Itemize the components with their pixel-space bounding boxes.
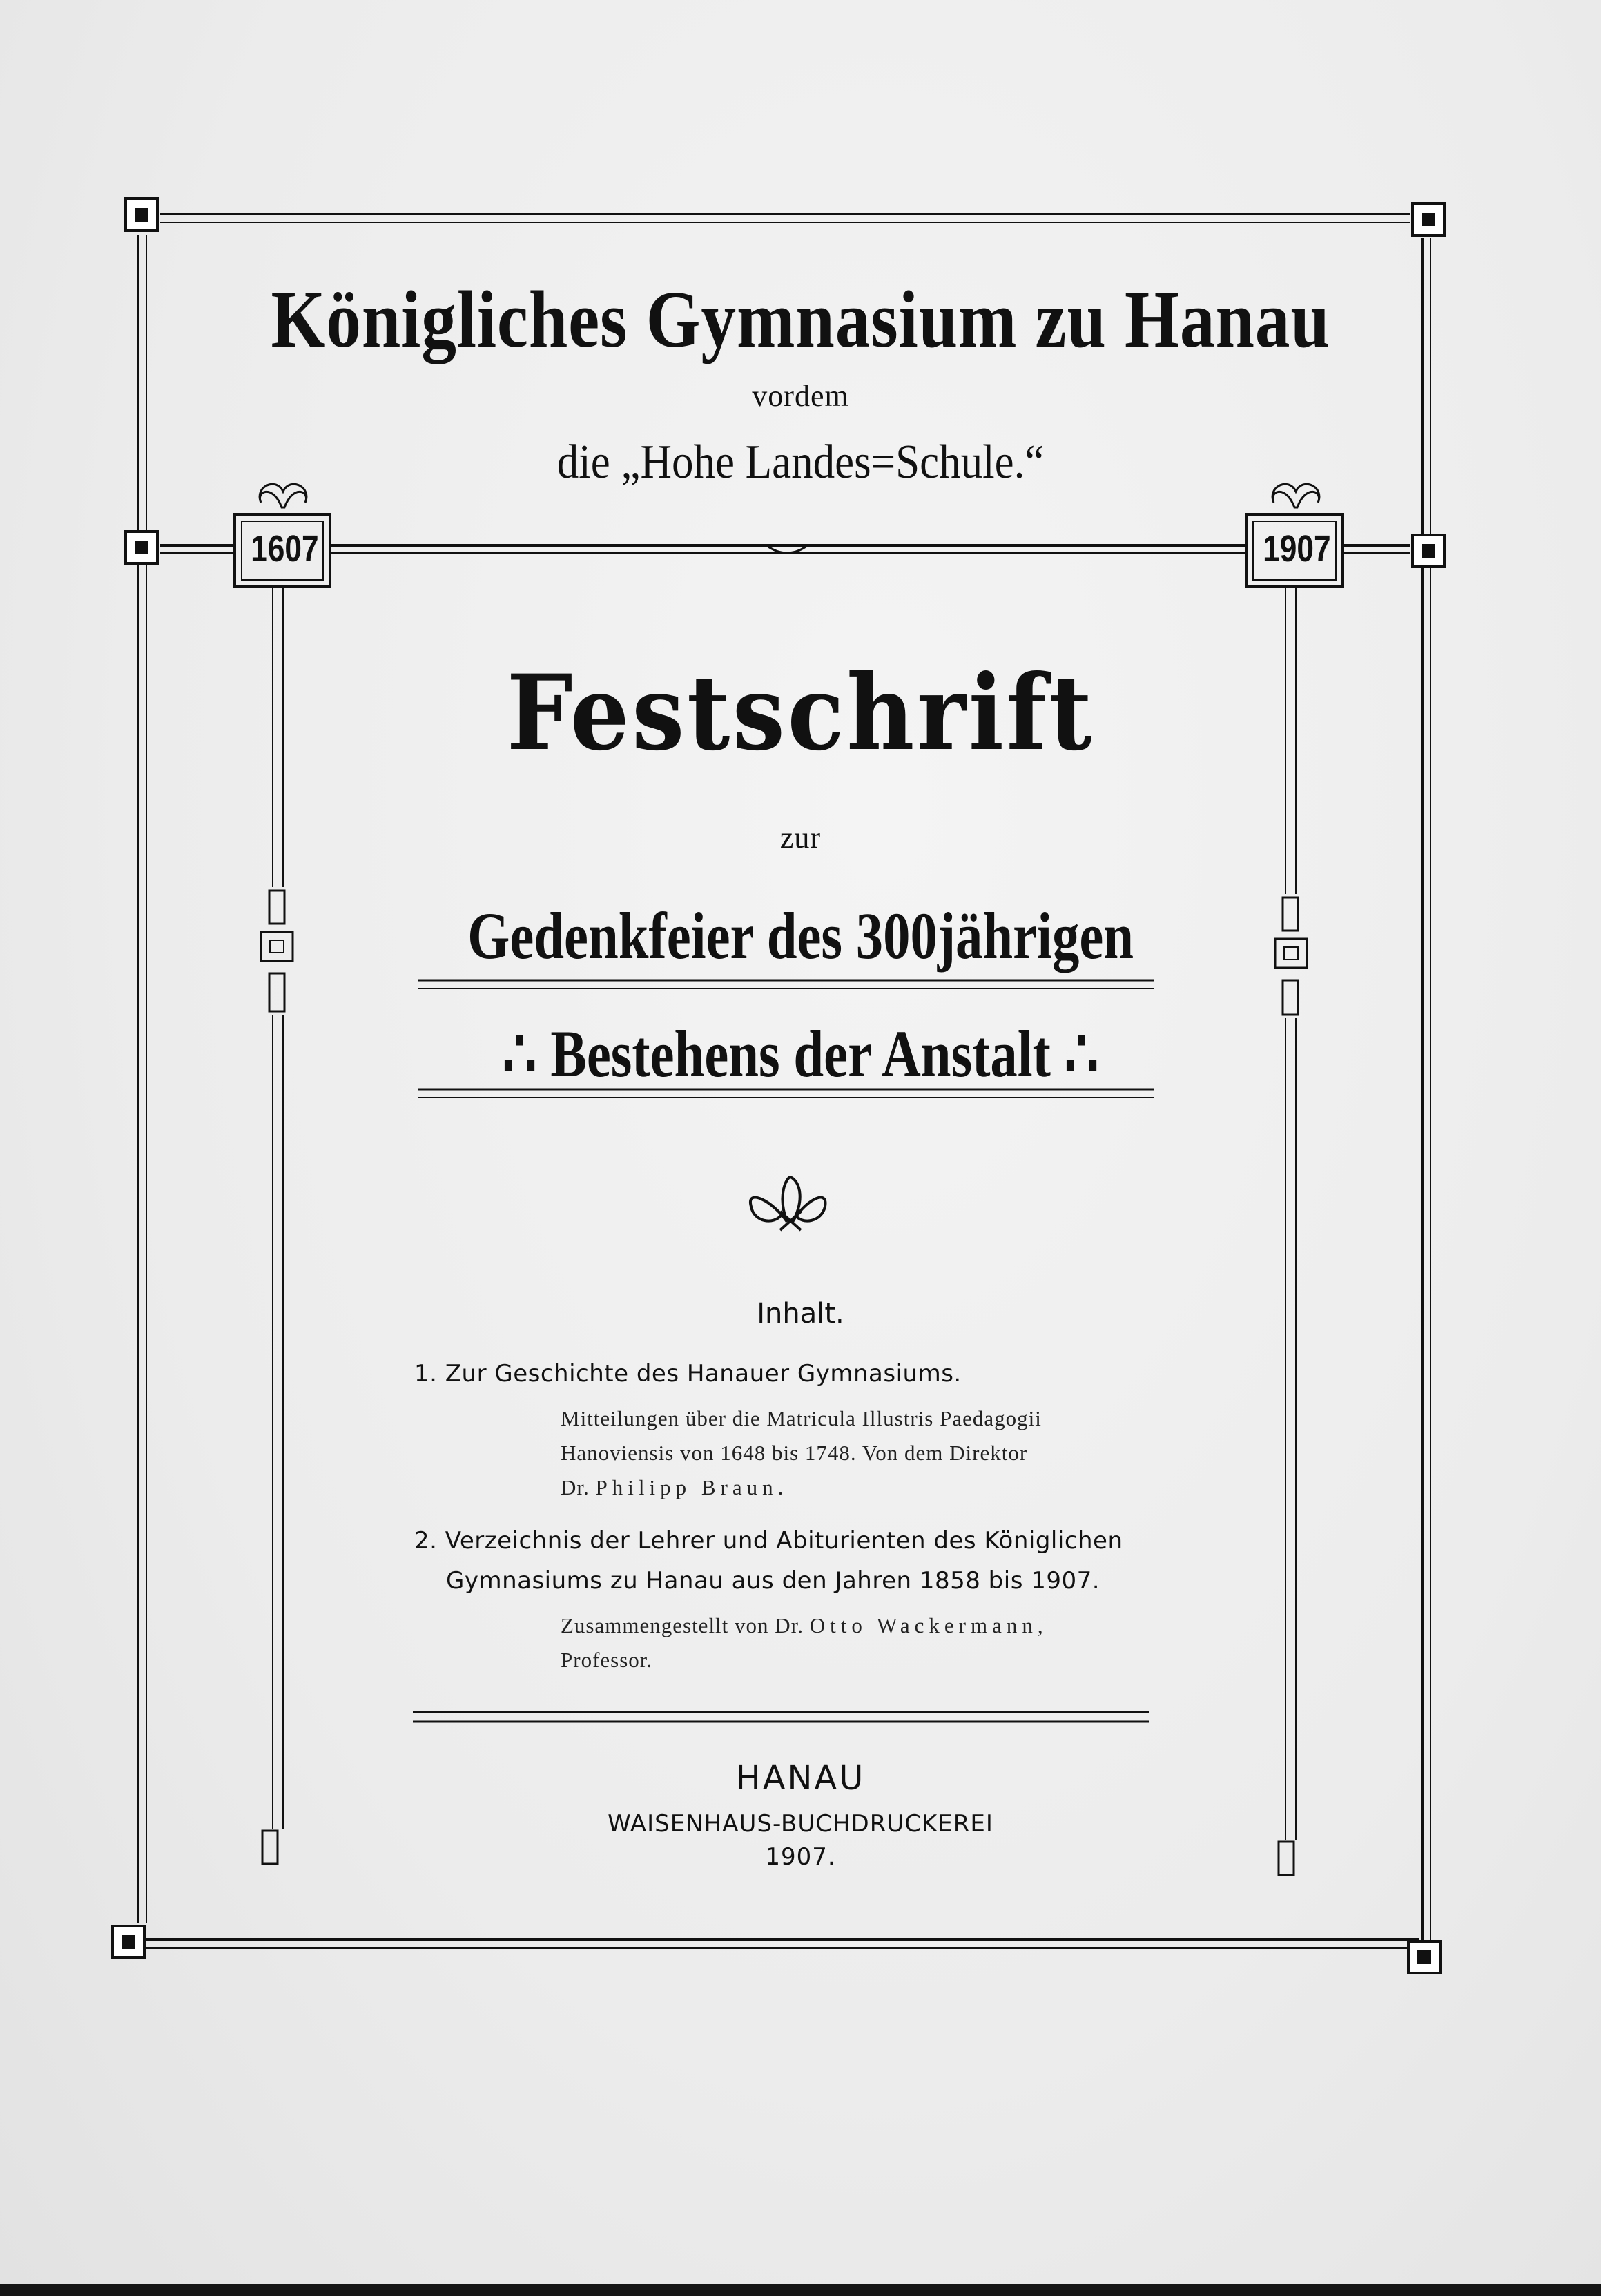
note-line: Professor. [561, 1648, 653, 1672]
scan-edge [0, 2284, 1601, 2296]
page-title: Königliches Gymnasium zu Hanau [271, 274, 1330, 364]
occasion-line-1: Gedenkfeier des 300jährigen [467, 899, 1134, 973]
author-name: Philipp Braun. [595, 1475, 788, 1499]
note-prefix: Dr. [561, 1475, 590, 1499]
contents-item-1-title: 1. Zur Geschichte des Hanauer Gymnasiums. [414, 1360, 962, 1388]
note-line: Hanoviensis von 1648 bis 1748. Von dem Direktor [561, 1441, 1028, 1465]
subtitle-connector: vordem [752, 379, 849, 413]
contents-item-2-title-line-2: Gymnasiums zu Hanau aus den Jahren 1858 bis 1907. [446, 1567, 1100, 1595]
note-prefix: Zusammengestellt von Dr. [561, 1613, 804, 1637]
imprint-printer: WAISENHAUS-BUCHDRUCKEREI [608, 1810, 993, 1838]
jubilee-year: 1907 [1263, 528, 1331, 570]
founding-year: 1607 [251, 528, 319, 570]
note-line [561, 1608, 1048, 1643]
subtitle: die „Hohe Landes=Schule.“ [556, 436, 1045, 489]
contents-item-1-note [561, 1401, 1042, 1505]
contents-item-2-title-line-1: 2. Verzeichnis der Lehrer und Abiturienten des Königlichen [414, 1527, 1123, 1555]
note-line [561, 1470, 1042, 1505]
note-line: Mitteilungen über die Matricula Illustris Paedagogii [561, 1406, 1042, 1430]
imprint-city: HANAU [735, 1759, 866, 1798]
contents-heading: Inhalt. [757, 1298, 844, 1330]
occasion-line-2: ∴ Bestehens der Anstalt ∴ [502, 1017, 1099, 1091]
clover-ornament-icon [750, 1177, 826, 1230]
contents-item-2-note [561, 1608, 1048, 1677]
author-name: Otto Wackermann, [809, 1613, 1048, 1637]
festschrift-heading: Festschrift [506, 652, 1095, 774]
imprint-year: 1907. [765, 1843, 836, 1871]
zur-connector: zur [779, 821, 822, 855]
